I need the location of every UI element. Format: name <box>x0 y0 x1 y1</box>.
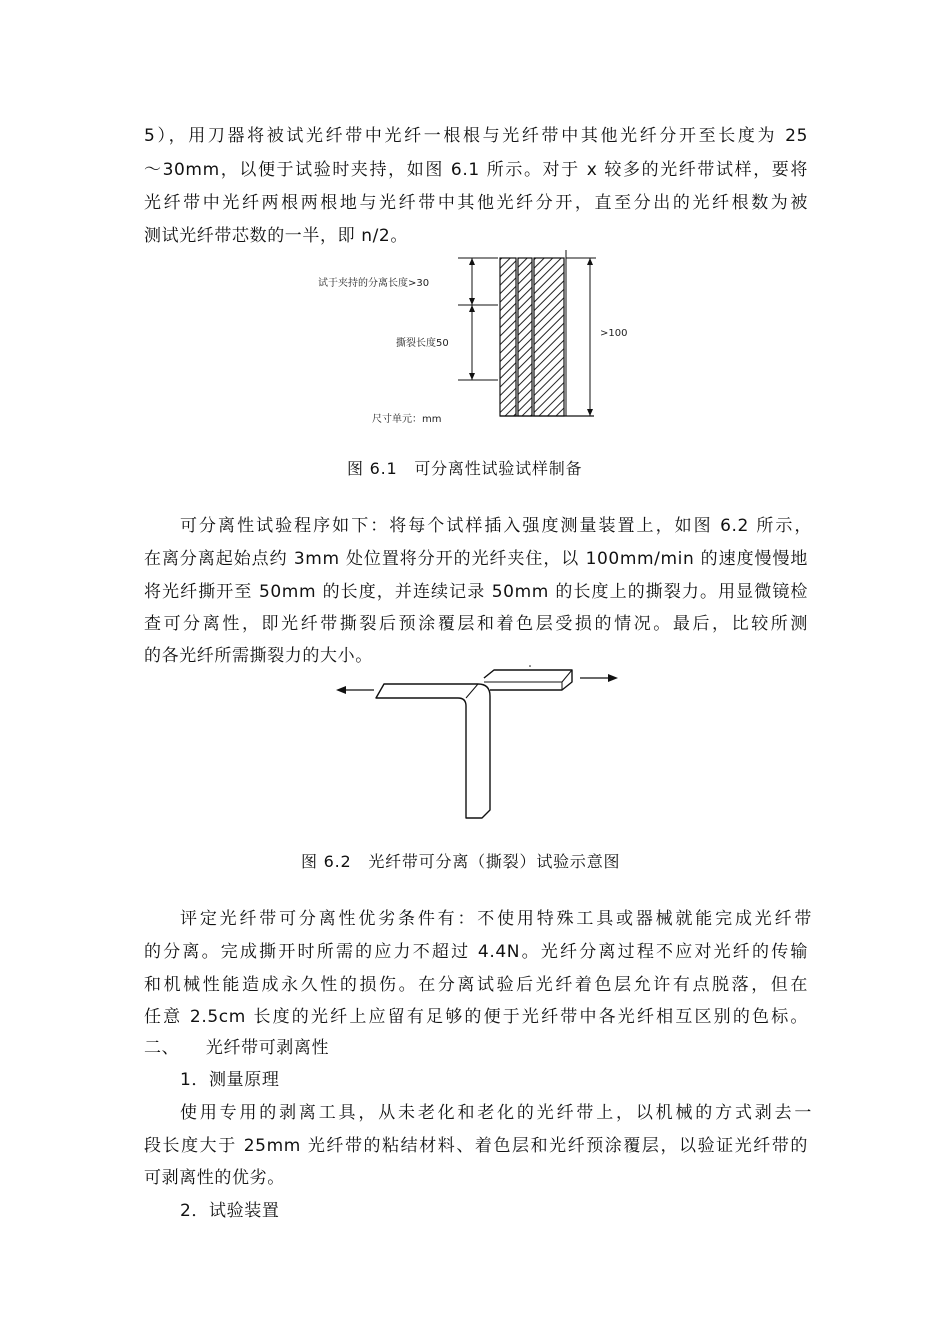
para2-line-4: 查可分离性，即光纤带撕裂后预涂覆层和着色层受损的情况。最后，比较所测 <box>144 614 808 634</box>
label-tear-length: 撕裂长度50 <box>396 338 449 349</box>
para1-line-4: 测试光纤带芯数的一半，即 n/2。 <box>144 226 408 246</box>
para1-line-3: 光纤带中光纤两根两根地与光纤带中其他光纤分开，直至分出的光纤根数为被 <box>144 193 808 213</box>
para2-line-1: 可分离性试验程序如下：将每个试样插入强度测量装置上，如图 6.2 所示， <box>180 516 812 536</box>
fiber-strip-right <box>534 258 564 416</box>
label-unit: 尺寸单元：mm <box>372 414 442 425</box>
para3-line-4: 任意 2.5cm 长度的光纤上应留有足够的便于光纤带中各光纤相互区别的色标。 <box>144 1007 808 1027</box>
figure-6-1-caption: 图 6.1 可分离性试验试样制备 <box>347 459 583 478</box>
para3-line-2: 的分离。完成撕开时所需的应力不超过 4.4N。光纤分离过程不应对光纤的传输 <box>144 942 808 962</box>
item-1-heading: 1．测量原理 <box>180 1070 280 1090</box>
fiber-strip-left <box>500 258 516 416</box>
label-total-length: >100 <box>600 328 628 339</box>
para2-line-2: 在离分离起始点约 3mm 处位置将分开的光纤夹住，以 100mm/min 的速度慢慢地 <box>144 549 808 569</box>
para2-line-5: 的各光纤所需撕裂力的大小。 <box>144 646 373 666</box>
para3-line-1: 评定光纤带可分离性优劣条件有：不使用特殊工具或器械就能完成光纤带 <box>180 909 812 929</box>
para4-line-1: 使用专用的剥离工具，从未老化和老化的光纤带上，以机械的方式剥去一 <box>180 1103 812 1123</box>
figure-6-1 <box>0 250 950 430</box>
fiber-right-arm <box>484 670 572 690</box>
fiber-strip-mid <box>518 258 532 416</box>
item-2-heading: 2．试验装置 <box>180 1201 280 1221</box>
para4-line-3: 可剥离性的优劣。 <box>144 1168 285 1188</box>
para1-line-2: ～30mm，以便于试验时夹持，如图 6.1 所示。对于 x 较多的光纤带试样，要将 <box>144 160 808 180</box>
fiber-l-shape <box>376 684 490 818</box>
label-clamp-length: 试于夹持的分离长度>30 <box>318 278 430 289</box>
para1-line-1: 5），用刀器将被试光纤带中光纤一根根与光纤带中其他光纤分开至长度为 25 <box>144 126 808 146</box>
figure-6-2-caption: 图 6.2 光纤带可分离（撕裂）试验示意图 <box>301 852 621 871</box>
figure-6-2 <box>0 660 950 820</box>
para2-line-3: 将光纤撕开至 50mm 的长度，并连续记录 50mm 的长度上的撕裂力。用显微镜检 <box>144 582 808 602</box>
section-2-heading: 二、 光纤带可剥离性 <box>144 1038 330 1058</box>
para4-line-2: 段长度大于 25mm 光纤带的粘结材料、着色层和光纤预涂覆层，以验证光纤带的 <box>144 1136 808 1156</box>
para3-line-3: 和机械性能造成永久性的损伤。在分离试验后光纤着色层允许有点脱落，但在 <box>144 975 808 995</box>
